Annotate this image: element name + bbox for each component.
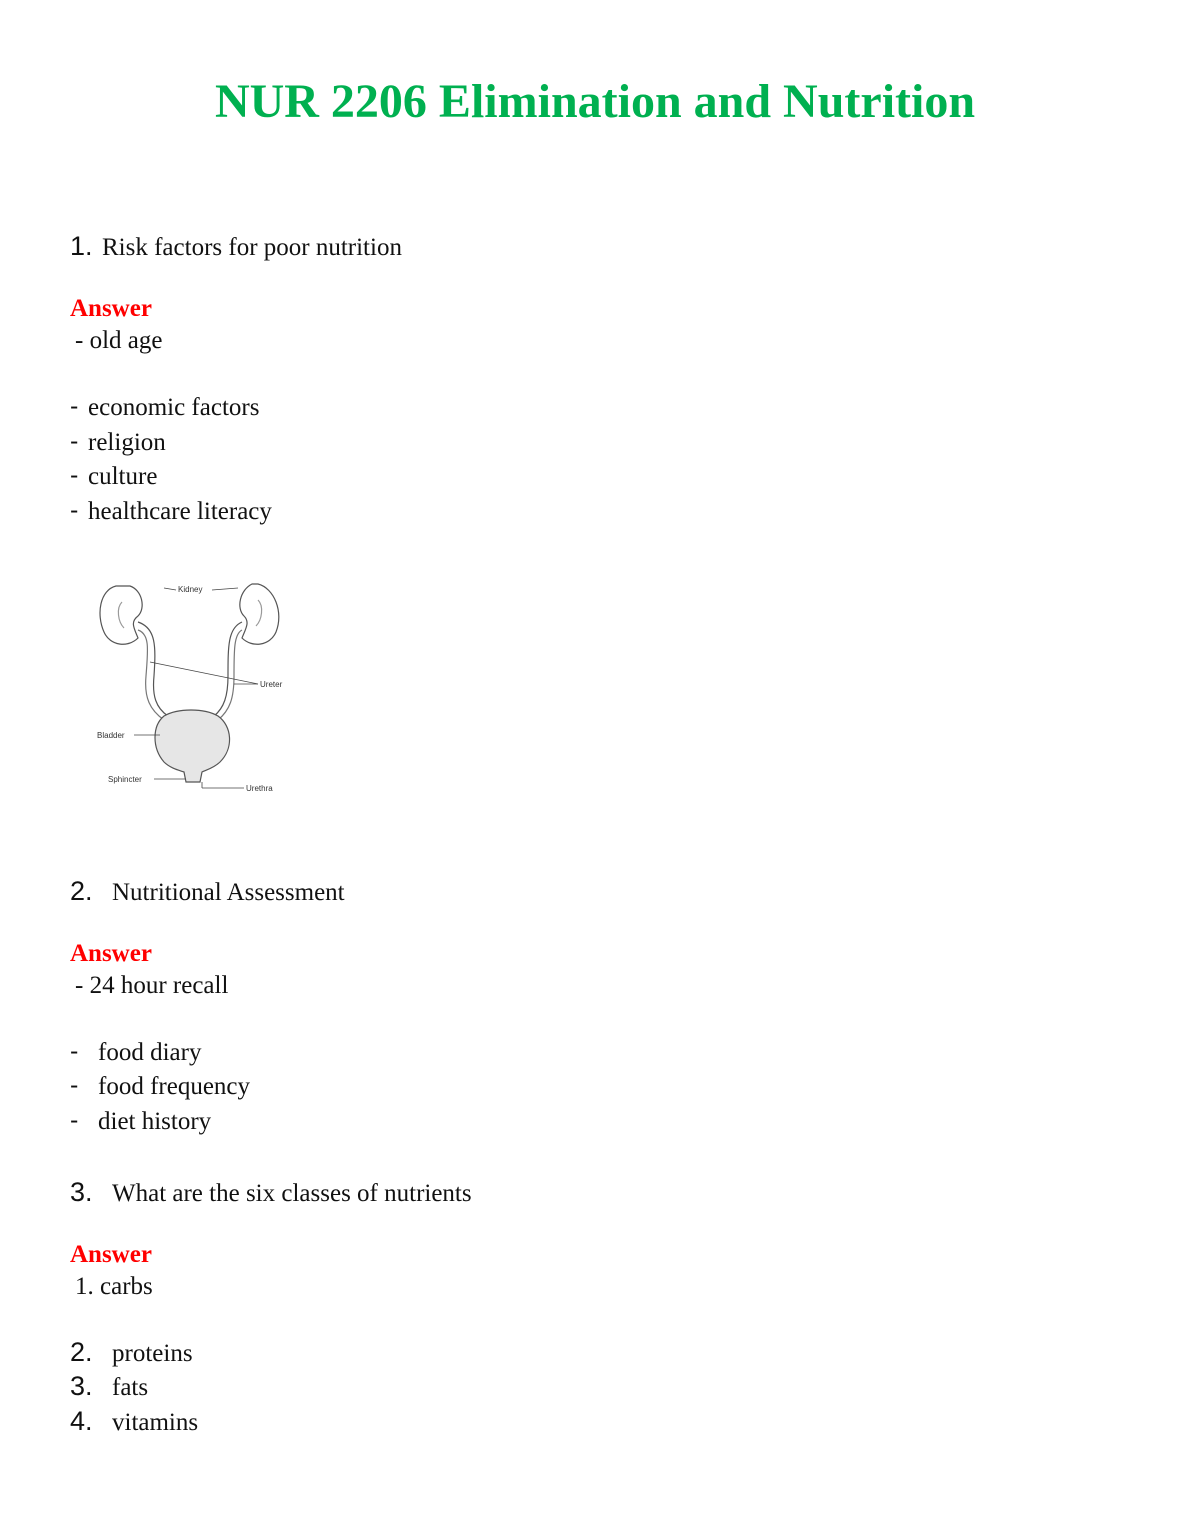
bullet-dash: - bbox=[70, 461, 79, 489]
label-kidney: Kidney bbox=[178, 585, 203, 594]
bladder bbox=[155, 710, 230, 782]
bullet-dash: - bbox=[70, 427, 79, 455]
q2-bullet: food diary bbox=[98, 1039, 202, 1066]
q1-number: 1. bbox=[70, 231, 93, 261]
bullet-dash: - bbox=[70, 1071, 79, 1099]
urinary-system-diagram bbox=[94, 576, 304, 800]
label-urethra: Urethra bbox=[246, 784, 273, 793]
q3-item-text: proteins bbox=[112, 1340, 193, 1367]
bullet-dash: - bbox=[70, 1037, 79, 1065]
label-bladder: Bladder bbox=[97, 731, 125, 740]
right-kidney bbox=[240, 584, 279, 644]
page-title: NUR 2206 Elimination and Nutrition bbox=[214, 75, 976, 128]
q1-answer-label: Answer bbox=[70, 295, 152, 322]
q2-answer-label: Answer bbox=[70, 940, 152, 967]
q3-answer-label: Answer bbox=[70, 1241, 152, 1268]
q3-item-text: vitamins bbox=[112, 1409, 199, 1436]
label-ureter: Ureter bbox=[260, 680, 283, 689]
q1-bullet: religion bbox=[88, 429, 166, 456]
q1-answer-first: - old age bbox=[75, 327, 163, 354]
q3-question: What are the six classes of nutrients bbox=[112, 1180, 472, 1207]
q3-number: 3. bbox=[70, 1177, 93, 1207]
q1-bullet: healthcare literacy bbox=[88, 498, 272, 525]
q2-bullet: food frequency bbox=[98, 1073, 251, 1100]
right-ureter bbox=[214, 622, 242, 716]
q2-bullet: diet history bbox=[98, 1108, 212, 1135]
q3-item-number: 3. bbox=[70, 1371, 93, 1401]
q3-item-number: 4. bbox=[70, 1406, 93, 1436]
q1-bullet: culture bbox=[88, 463, 158, 490]
bullet-dash: - bbox=[70, 392, 79, 420]
q2-number: 2. bbox=[70, 876, 93, 906]
label-sphincter: Sphincter bbox=[108, 775, 142, 784]
q3-item-text: fats bbox=[112, 1374, 149, 1401]
bullet-dash: - bbox=[70, 496, 79, 524]
q1-question: Risk factors for poor nutrition bbox=[102, 234, 402, 261]
q2-question: Nutritional Assessment bbox=[112, 879, 345, 906]
q2-answer-first: - 24 hour recall bbox=[75, 972, 229, 999]
left-ureter bbox=[138, 622, 168, 716]
q3-answer-first: 1. carbs bbox=[75, 1273, 153, 1300]
bullet-dash: - bbox=[70, 1106, 79, 1134]
q3-item-number: 2. bbox=[70, 1337, 93, 1367]
q1-bullet: economic factors bbox=[88, 394, 260, 421]
left-kidney bbox=[100, 586, 142, 644]
